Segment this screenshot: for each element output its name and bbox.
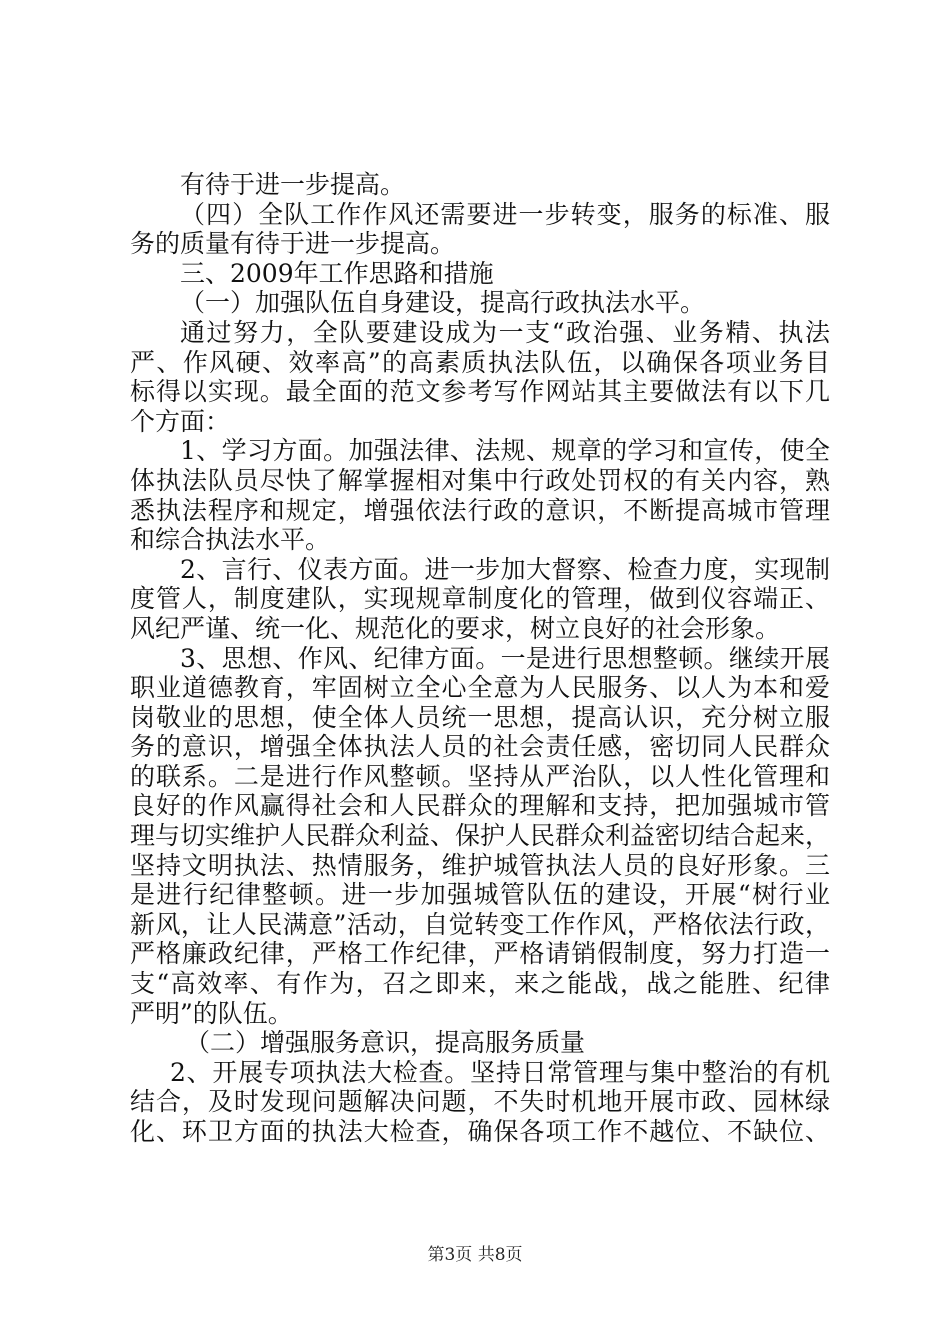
text-line: 坚持文明执法、热情服务，维护城管执法人员的良好形象。三 <box>130 850 830 880</box>
text-line: 的联系。二是进行作风整顿。坚持从严治队，以人性化管理和 <box>130 761 830 791</box>
text-line: 1、学习方面。加强法律、法规、规章的学习和宣传，使全 <box>180 436 830 466</box>
text-line: 严、作风硬、效率高”的高素质执法队伍，以确保各项业务目 <box>130 347 830 377</box>
text-line: 严明”的队伍。 <box>130 998 293 1028</box>
text-line: （一）加强队伍自身建设，提高行政执法水平。 <box>180 288 706 318</box>
text-line: 结合，及时发现问题解决问题，不失时机地开展市政、园林绿 <box>130 1087 830 1117</box>
text-line: 化、环卫方面的执法大检查，确保各项工作不越位、不缺位、 <box>130 1117 830 1146</box>
text-line: 通过努力，全队要建设成为一支“政治强、业务精、执法 <box>180 317 830 347</box>
text-line: 标得以实现。最全面的范文参考写作网站其主要做法有以下几 <box>130 377 830 407</box>
text-line: 务的质量有待于进一步提高。 <box>130 229 456 259</box>
text-line: 支“高效率、有作为，召之即来，来之能战，战之能胜、纪律 <box>130 969 830 999</box>
text-line: 2、言行、仪表方面。进一步加大督察、检查力度，实现制 <box>180 554 830 584</box>
document-body <box>130 170 830 1147</box>
text-line: 个方面： <box>130 406 231 436</box>
text-line: 务的意识，增强全体执法人员的社会责任感，密切同人民群众 <box>130 732 830 762</box>
text-line: 严格廉政纪律，严格工作纪律，严格请销假制度，努力打造一 <box>130 939 830 969</box>
text-line: 2、开展专项执法大检查。坚持日常管理与集中整治的有机 <box>170 1057 830 1087</box>
text-line: 悉执法程序和规定，增强依法行政的意识，不断提高城市管理 <box>130 495 830 525</box>
text-line: 职业道德教育，牢固树立全心全意为人民服务、以人为本和爱 <box>130 673 830 703</box>
text-line: 体执法队员尽快了解掌握相对集中行政处罚权的有关内容，熟 <box>130 465 830 495</box>
text-line: 是进行纪律整顿。进一步加强城管队伍的建设，开展“树行业 <box>130 880 830 910</box>
text-line: 新风，让人民满意”活动，自觉转变工作作风，严格依法行政， <box>130 909 830 939</box>
text-line: 有待于进一步提高。 <box>180 170 406 199</box>
text-line: 和综合执法水平。 <box>130 525 331 555</box>
page-footer: 第3页 共8页 <box>427 1245 523 1265</box>
text-line: 岗敬业的思想，使全体人员统一思想，提高认识，充分树立服 <box>130 702 830 732</box>
text-line: 度管人，制度建队，实现规章制度化的管理，做到仪容端正、 <box>130 584 830 614</box>
text-line: 理与切实维护人民群众利益、保护人民群众利益密切结合起来， <box>130 821 831 851</box>
text-line: 风纪严谨、统一化、规范化的要求，树立良好的社会形象。 <box>130 613 781 643</box>
text-line: 良好的作风赢得社会和人民群众的理解和支持，把加强城市管 <box>130 791 830 821</box>
text-line: （四）全队工作作风还需要进一步转变，服务的标准、服 <box>180 199 830 229</box>
text-line: 3、思想、作风、纪律方面。一是进行思想整顿。继续开展 <box>180 643 830 673</box>
text-line: （二）增强服务意识，提高服务质量 <box>185 1028 586 1058</box>
text-line: 三、2009年工作思路和措施 <box>180 258 494 288</box>
